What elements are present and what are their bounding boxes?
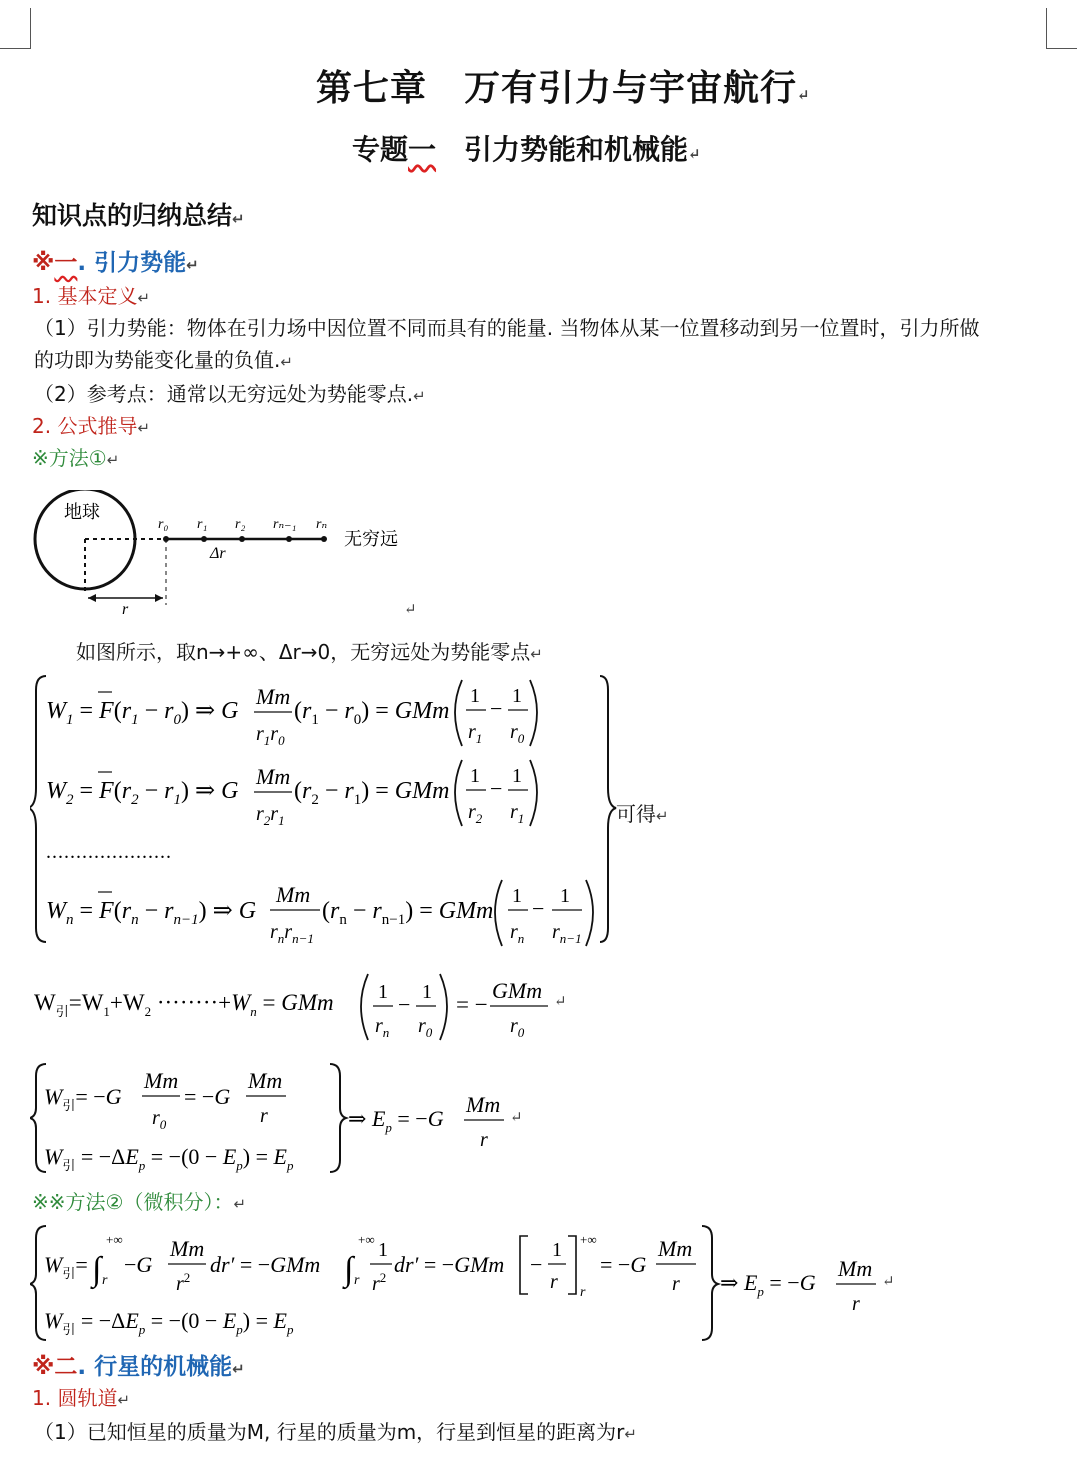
svg-text:⇒ Ep = −G: ⇒ $E_p = -G$ xyxy=(348,1106,444,1135)
svg-text:1: 1 xyxy=(378,1239,388,1261)
svg-text:r: r xyxy=(102,1273,108,1288)
svg-text:rnrn−1: $r_nr_{n-1}$ xyxy=(270,921,314,946)
svg-text:Mm: Mm xyxy=(276,882,311,907)
point-r0: r₀ xyxy=(158,517,169,532)
svg-text:1: 1 xyxy=(470,765,480,787)
svg-text:r0: $r_0$ xyxy=(510,1015,525,1040)
method-1-label: ※方法①↵ xyxy=(32,446,120,470)
svg-text:r2: $r_2$ xyxy=(468,801,483,826)
svg-text:1: 1 xyxy=(512,885,522,907)
svg-text:−: − xyxy=(532,896,545,921)
delta-r-label: Δr xyxy=(210,545,226,562)
section-heading-2: ※二. 行星的机械能↵ xyxy=(32,1354,245,1380)
summary-heading: 知识点的归纳总结↵ xyxy=(32,201,245,230)
svg-text:= −G: = −G xyxy=(600,1252,647,1277)
svg-text:(r1 − r0) = GMm: $(r_1 - r_0)$ = GMm xyxy=(294,698,450,728)
svg-text:Wn = F(rn − rn−1) ⇒ G: $W_n = F(r_n - r_{n-1})$ ⇒ G xyxy=(46,898,257,928)
svg-text:1: 1 xyxy=(422,981,432,1003)
svg-text:↵: ↵ xyxy=(882,1274,895,1290)
svg-text:+∞: +∞ xyxy=(106,1232,123,1247)
point-r2: r₂ xyxy=(235,517,246,532)
svg-text:1: 1 xyxy=(378,981,388,1003)
svg-text:−G: −G xyxy=(124,1252,153,1277)
svg-text:↵: ↵ xyxy=(554,994,567,1010)
total-work-equation xyxy=(30,968,590,1044)
svg-text:1: 1 xyxy=(470,685,480,707)
svg-text:rn: $r_n$ xyxy=(375,1015,390,1040)
svg-text:rn: $r_n$ xyxy=(510,921,525,946)
svg-text:r: r xyxy=(354,1273,360,1288)
svg-text:−: − xyxy=(530,1252,543,1277)
definition-line-2: 的功即为势能变化量的负值.↵ xyxy=(34,348,293,372)
svg-text:W引= −G: $W_引= -G$ xyxy=(44,1084,122,1113)
reference-point-line: （2）参考点：通常以无穷远处为势能零点.↵ xyxy=(34,382,426,406)
svg-text:r2: $r^2$ xyxy=(372,1270,387,1295)
orbit-description: （1）已知恒星的质量为M, 行星的质量为m，行星到恒星的距离为r↵ xyxy=(34,1420,637,1444)
svg-text:r1: $r_1$ xyxy=(510,801,525,826)
svg-text:∫: ∫ xyxy=(344,1251,354,1288)
svg-text:r: r xyxy=(580,1285,586,1300)
radius-label: r xyxy=(122,601,129,618)
earth-label: 地球 xyxy=(64,502,100,523)
svg-text:r2r1: $r_2r_1$ xyxy=(256,803,285,828)
figure-return-mark: ↵ xyxy=(404,600,417,618)
svg-text:= −G: = −G xyxy=(184,1084,231,1109)
svg-text:r: r xyxy=(260,1105,268,1127)
svg-text:∫: ∫ xyxy=(92,1251,102,1288)
svg-text:W引 = −ΔEp = −(0 − Ep) = Ep: $W_引 = -\Delta E_p = -(0 - E_p) = E_p$ xyxy=(44,1308,294,1337)
svg-text:dr′ = −GMm: dr′ = −GMm xyxy=(394,1252,505,1277)
svg-text:r2: $r^2$ xyxy=(176,1270,191,1295)
svg-text:r: r xyxy=(852,1293,860,1315)
svg-text:W1 = F(r1 − r0) ⇒ G: $W_1 = F(r_1 - r_0)$ ⇒ G xyxy=(46,698,239,728)
definition-line-1: （1）引力势能：物体在引力场中因位置不同而具有的能量. 当物体从某一位置移动到另一位置时，引力所做 xyxy=(34,316,980,340)
svg-text:W引=W1+W2 ········+Wn = GMm: $W_引=W_1+W_2 \cdot\cdot\cdot\cdot\cdot\cdot\cdot\cdot+W_n$ = GMm xyxy=(34,990,334,1019)
svg-text:↵: ↵ xyxy=(510,1110,523,1126)
svg-text:W引=: $W_引=$ xyxy=(44,1252,88,1281)
point-rn: rₙ xyxy=(316,517,328,532)
topic-subtitle: 专题一 引力势能和机械能↵ xyxy=(352,133,701,166)
infinity-label: 无穷远 xyxy=(344,529,398,550)
section-heading-1: ※一. 引力势能↵ xyxy=(32,250,199,276)
svg-text:r0: $r_0$ xyxy=(510,721,525,746)
svg-text:1: 1 xyxy=(512,685,522,707)
svg-text:Mm: Mm xyxy=(838,1256,873,1281)
figure-description: 如图所示，取n→+∞、Δr→0，无穷远处为势能零点↵ xyxy=(76,640,543,664)
svg-text:r: r xyxy=(550,1271,558,1293)
svg-text:r0: $r_0$ xyxy=(152,1107,167,1132)
svg-text:W引 = −ΔEp = −(0 − Ep) = Ep: $W_引 = -\Delta E_p = -(0 - E_p) = E_p$ xyxy=(44,1144,294,1173)
svg-text:1: 1 xyxy=(560,885,570,907)
svg-text:dr′ = −GMm: dr′ = −GMm xyxy=(210,1252,321,1277)
svg-text:= −: = − xyxy=(456,992,488,1017)
svg-text:−: − xyxy=(490,776,503,801)
svg-text:r0: $r_0$ xyxy=(418,1015,433,1040)
svg-text:Mm: Mm xyxy=(256,764,291,789)
svg-text:Mm: Mm xyxy=(658,1236,693,1261)
svg-text:rn−1: $r_{n-1}$ xyxy=(552,921,582,946)
svg-text:1: 1 xyxy=(552,1239,562,1261)
svg-text:r: r xyxy=(672,1273,680,1295)
svg-text:Mm: Mm xyxy=(144,1068,179,1093)
svg-text:+∞: +∞ xyxy=(580,1232,597,1247)
chapter-title: 第七章 万有引力与宇宙航行↵ xyxy=(316,67,811,109)
svg-text:GMm: GMm xyxy=(492,978,543,1003)
svg-text:(r2 − r1) = GMm: $(r_2 - r_1)$ = GMm xyxy=(294,778,450,808)
svg-text:Mm: Mm xyxy=(170,1236,205,1261)
svg-text:(rn − rn−1) = GMm: $(r_n - r_{n-1})$ = GMm xyxy=(322,898,494,928)
svg-text:+∞: +∞ xyxy=(358,1232,375,1247)
point-rn-1: rₙ₋₁ xyxy=(273,517,297,532)
svg-text:−: − xyxy=(398,992,411,1017)
item-circular-orbit: 1. 圆轨道↵ xyxy=(32,1386,131,1410)
svg-text:Mm: Mm xyxy=(256,684,291,709)
svg-text:⇒ Ep = −G: ⇒ $E_p = -G$ xyxy=(720,1270,816,1299)
calculus-equation-system xyxy=(30,1222,910,1344)
potential-energy-system xyxy=(30,1060,550,1176)
svg-text:−: − xyxy=(490,696,503,721)
svg-text:Mm: Mm xyxy=(248,1068,283,1093)
earth-diagram xyxy=(30,490,430,620)
item-formula-derivation: 2. 公式推导↵ xyxy=(32,414,151,438)
svg-text:r: r xyxy=(480,1129,488,1151)
svg-text:Mm: Mm xyxy=(466,1092,501,1117)
item-basic-definition: 1. 基本定义↵ xyxy=(32,284,151,308)
work-equation-system xyxy=(30,670,630,950)
svg-text:W2 = F(r2 − r1) ⇒ G: $W_2 = F(r_2 - r_1)$ ⇒ G xyxy=(46,778,239,808)
point-r1: r₁ xyxy=(197,517,208,532)
crop-mark-left xyxy=(0,8,31,49)
method-2-label: ※※方法②（微积分）：↵ xyxy=(32,1190,247,1214)
conclusion-label: 可得↵ xyxy=(616,802,669,826)
svg-text:r1r0: $r_1r_0$ xyxy=(256,723,285,748)
crop-mark-right xyxy=(1046,8,1077,49)
svg-text:r1: $r_1$ xyxy=(468,721,483,746)
svg-text:.....................: ..................... xyxy=(46,841,172,863)
svg-text:1: 1 xyxy=(512,765,522,787)
